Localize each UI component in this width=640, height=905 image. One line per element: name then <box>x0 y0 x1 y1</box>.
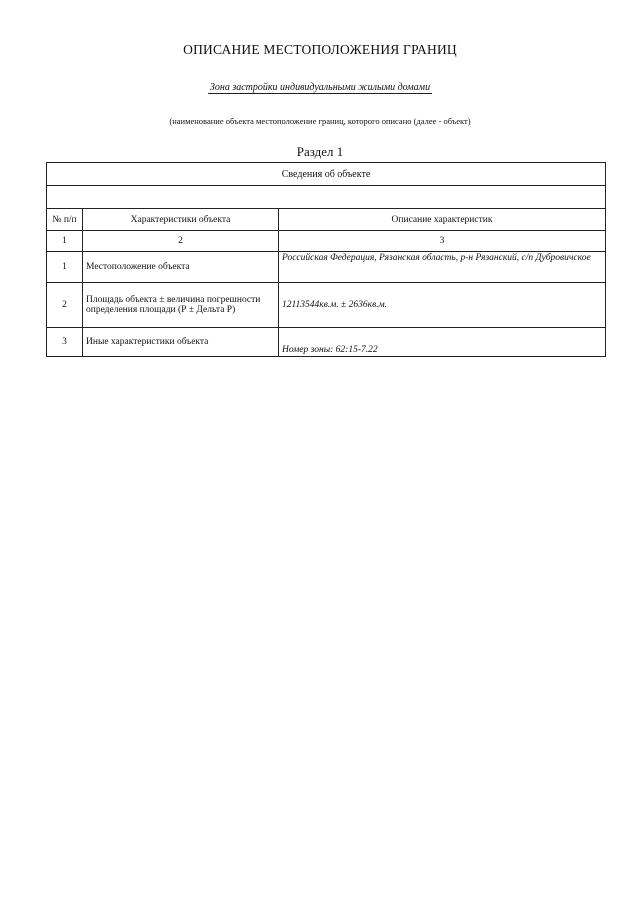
object-name-line <box>0 82 640 93</box>
row-num: 2 <box>47 283 83 328</box>
column-header-num: № п/п <box>47 209 83 231</box>
column-number-3: 3 <box>279 231 606 252</box>
object-info-table <box>46 162 606 357</box>
column-number-2: 2 <box>83 231 279 252</box>
column-header-description: Описание характеристик <box>279 209 606 231</box>
table-row <box>47 328 606 357</box>
object-name: Зона застройки индивидуальными жилыми домами <box>209 82 431 93</box>
object-name-caption: (наименование объекта местоположение границ, которого описано (далее - объект) <box>169 116 471 126</box>
document-title: ОПИСАНИЕ МЕСТОПОЛОЖЕНИЯ ГРАНИЦ <box>183 42 457 57</box>
row-description: 12113544кв.м. ± 2636кв.м. <box>279 283 606 328</box>
table-header: Сведения об объекте <box>47 163 606 186</box>
table-blank-row <box>47 186 606 209</box>
table-row <box>47 252 606 283</box>
row-num: 1 <box>47 252 83 283</box>
row-characteristic: Иные характеристики объекта <box>83 328 279 357</box>
row-characteristic: Площадь объекта ± величина погрешности определения площади (Р ± Дельта Р) <box>83 283 279 328</box>
column-header-characteristic: Характеристики объекта <box>83 209 279 231</box>
row-description: Номер зоны: 62:15-7.22 <box>279 328 606 357</box>
section-title: Раздел 1 <box>296 144 344 159</box>
row-num: 3 <box>47 328 83 357</box>
table-row <box>47 283 606 328</box>
column-number-1: 1 <box>47 231 83 252</box>
row-characteristic: Местоположение объекта <box>83 252 279 283</box>
row-description: Российская Федерация, Рязанская область, р-н Рязанский, с/п Дубровичское <box>279 252 606 283</box>
